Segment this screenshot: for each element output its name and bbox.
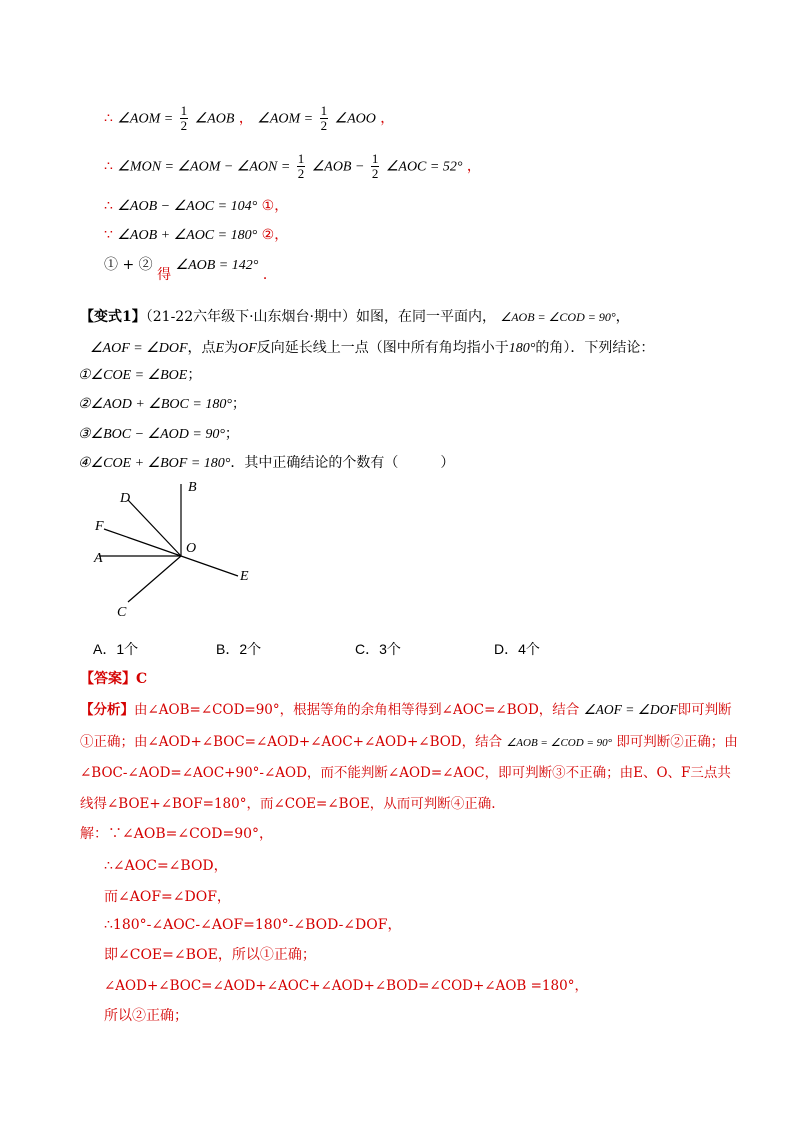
option-d[interactable]: D．4个 [494, 641, 540, 657]
math-expr: ∠AOB [194, 111, 235, 127]
math-expr: ④∠COE + ∠BOF = 180° [78, 456, 231, 471]
text: 即可判断②正确；由 [616, 734, 738, 750]
analysis-line-4: 线得∠BOE+∠BOF=180°，而∠COE=∠BOE，从而可判断④正确. [80, 796, 496, 812]
math-expr: ∠AOC = 52° [385, 159, 463, 175]
math-expr: ∠AOB = ∠COD = 90° [506, 737, 613, 749]
angle-figure [80, 474, 280, 624]
punct: ， [380, 110, 395, 127]
variant-line-2 [90, 339, 654, 358]
analysis-line-3: ∠BOC-∠AOD=∠AOC+90°-∠AOD，而不能判断∠AOD=∠AOC，即可判断③不正确；由E、O、F三点共 [80, 765, 731, 781]
therefore-symbol: ∴ [104, 110, 113, 127]
math-expr: ③∠BOC − ∠AOD = 90° [78, 427, 225, 442]
fraction [180, 104, 189, 133]
solution-step-5: 即∠COE=∠BOE，所以①正确； [104, 947, 316, 963]
punct: ； [231, 396, 246, 412]
because-symbol: ∵ [104, 227, 113, 243]
frac-denominator: 2 [320, 118, 328, 133]
label-a: A [94, 551, 103, 566]
label-f: F [95, 519, 104, 534]
option-c[interactable]: C．3个 [355, 641, 401, 657]
label-c: C [117, 605, 127, 620]
solution-step-6: ∠AOD+∠BOC=∠AOD+∠AOC+∠AOD+∠BOD=∠COD+∠AOB =180°， [104, 978, 588, 994]
conclusion-2 [78, 395, 246, 414]
variant-source: （21-22六年级下·山东烟台·期中）如图，在同一平面内， [145, 309, 497, 325]
answer-label: 【答案】C [80, 671, 148, 687]
frac-numerator: 1 [297, 151, 305, 166]
math-expr: ①∠COE = ∠BOE [78, 368, 188, 383]
frac-denominator: 2 [180, 118, 188, 133]
analysis-line-1 [80, 701, 732, 719]
solution-step-3: 而∠AOF=∠DOF， [104, 889, 231, 905]
solution-line-5 [104, 256, 277, 283]
text: ．其中正确结论的个数有（ ） [230, 455, 455, 471]
text: 为 [224, 340, 239, 356]
label-o: O [186, 541, 197, 556]
therefore-symbol: ∴ [104, 158, 113, 175]
ray-oc [128, 556, 181, 602]
solution-step-7: 所以②正确； [104, 1008, 188, 1024]
math-expr: ∠AOF = ∠DOF [583, 702, 678, 717]
conclusion-4 [78, 454, 454, 473]
fraction [297, 152, 306, 181]
analysis-tag: 【分析】 [80, 702, 134, 718]
frac-denominator: 2 [371, 166, 379, 181]
equation-marker: ①， [261, 198, 289, 214]
math-expr: ∠AOB − [311, 159, 365, 175]
solution-line-3 [104, 197, 288, 216]
solution-line-4 [104, 226, 288, 245]
punct: ， [238, 110, 253, 127]
conclusion-1 [78, 366, 201, 385]
ray-od [128, 500, 181, 556]
math-expr: 180° [508, 341, 536, 356]
ray-oe [181, 556, 238, 576]
solution-step-1: 解：∵∠AOB=∠COD=90°， [80, 826, 274, 842]
text: 的角）．下列结论： [535, 340, 655, 356]
de-word: 得 [157, 267, 172, 283]
therefore-symbol: ∴ [104, 198, 113, 214]
math-expr: ① + ② [104, 257, 153, 273]
math-expr: ∠AOB + ∠AOC = 180° [117, 228, 258, 243]
math-expr: ∠AOF = ∠DOF [90, 341, 188, 356]
math-expr: ∠AOB = ∠COD = 90° [500, 310, 616, 324]
text: 由∠AOB=∠COD=90°，根据等角的余角相等得到∠AOC=∠BOD，结合 [134, 702, 580, 718]
math-expr: ∠AOM = [117, 111, 174, 127]
math-expr: E [215, 341, 225, 356]
math-expr: ∠AOO [334, 111, 376, 127]
solution-line-1 [104, 104, 394, 133]
punct: ， [466, 158, 481, 175]
frac-numerator: 1 [320, 103, 328, 118]
solution-line-2 [104, 152, 481, 181]
label-b: B [188, 480, 197, 495]
option-a[interactable]: A．1个 [93, 641, 139, 657]
conclusion-3 [78, 425, 239, 444]
solution-step-2: ∴∠AOC=∠BOD， [104, 858, 228, 874]
punct: ， [615, 309, 630, 325]
text: ①正确；由∠AOD+∠BOC=∠AOD+∠AOC+∠AOD+∠BOD，结合 [80, 734, 503, 750]
math-expr: ∠AOB − ∠AOC = 104° [117, 199, 258, 214]
equation-marker: ②， [261, 227, 289, 243]
analysis-line-2 [80, 733, 738, 752]
math-expr: ∠MON = ∠AOM − ∠AON = [117, 159, 291, 175]
text: 反向延长线上一点（图中所有角均指小于 [256, 340, 509, 356]
variant-tag: 【变式1】 [80, 309, 146, 325]
punct: ． [262, 267, 277, 283]
label-d: D [120, 491, 131, 506]
text: ，点 [187, 340, 216, 356]
fraction [371, 152, 380, 181]
variant-line-1 [80, 308, 630, 326]
math-expr: ∠AOM = [257, 111, 314, 127]
frac-numerator: 1 [180, 103, 188, 118]
label-e: E [240, 569, 249, 584]
frac-numerator: 1 [371, 151, 379, 166]
text: 即可判断 [677, 702, 732, 718]
ray-of [104, 529, 181, 556]
punct: ； [187, 367, 202, 383]
math-expr: ∠AOB = 142° [175, 258, 259, 273]
punct: ； [224, 426, 239, 442]
fraction [320, 104, 329, 133]
math-expr: OF [238, 341, 257, 356]
frac-denominator: 2 [297, 166, 305, 181]
math-expr: ②∠AOD + ∠BOC = 180° [78, 397, 232, 412]
solution-step-4: ∴180°-∠AOC-∠AOF=180°-∠BOD-∠DOF， [104, 917, 402, 933]
option-b[interactable]: B．2个 [216, 641, 262, 657]
